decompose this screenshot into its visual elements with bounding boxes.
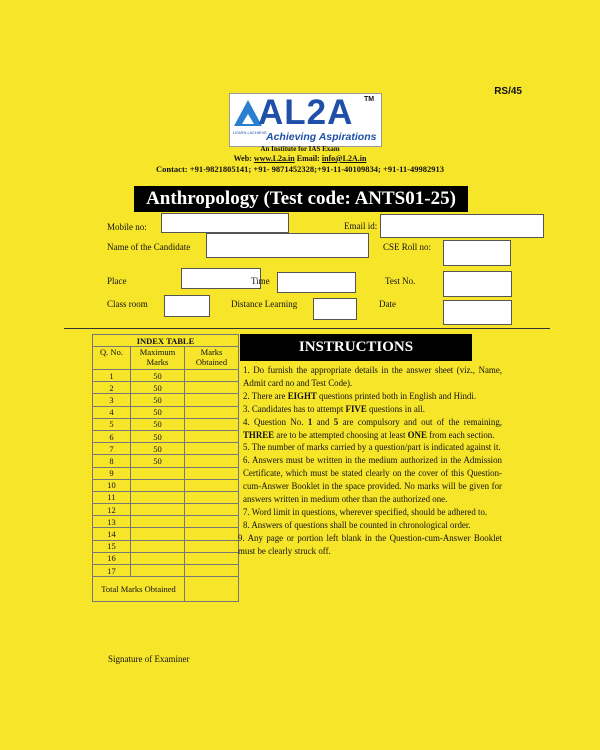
distance-learning-field[interactable] [313,298,357,320]
email-id-label: Email id: [344,221,378,231]
instruction-item: 6. Answers must be written in the medium authorized in the Admission Certificate, which must be stated clearly on the cover of this Question-cum-Answer Booklet in the space provided. No marks will be given for answers written in medium other than the authorized one. [243,455,502,505]
institute-line: An Institute for IAS Exam [260,145,340,153]
instruction-item: 7. Word limit in questions, wherever specified, should be adhered to. [243,506,488,517]
marks-obtained-cell[interactable] [185,504,239,516]
table-row [93,540,239,552]
examiner-signature-label: Signature of Examiner [108,654,190,664]
qno-cell: 7 [93,443,131,455]
class-room-label: Class room [107,299,148,309]
max-marks-cell: 50 [131,443,185,455]
max-marks-cell: 50 [131,394,185,406]
marks-obtained-cell[interactable] [185,528,239,540]
instruction-item: 5. The number of marks carried by a question/part is indicated against it. [243,442,501,453]
marks-obtained-cell[interactable] [185,565,239,577]
marks-obtained-cell[interactable] [185,467,239,479]
marks-obtained-cell[interactable] [185,382,239,394]
website-link[interactable]: www.L2a.in [253,154,295,163]
candidate-name-label: Name of the Candidate [107,242,191,252]
qno-cell: 8 [93,455,131,467]
max-marks-cell [131,467,185,479]
table-row [93,504,239,516]
table-row [93,467,239,479]
col-header-qno: Q. No. [93,347,131,370]
table-row [93,565,239,577]
max-marks-cell [131,552,185,564]
instruction-item: 8. Answers of questions shall be counted in chronological order. [243,519,471,530]
marks-obtained-cell[interactable] [185,552,239,564]
max-marks-cell: 50 [131,406,185,418]
col-header-max-marks: Maximum Marks [131,347,185,370]
marks-obtained-cell[interactable] [185,430,239,442]
divider [64,328,550,329]
mobile-label: Mobile no: [107,222,147,232]
place-label: Place [107,276,127,286]
qno-cell: 9 [93,467,131,479]
qno-cell: 4 [93,406,131,418]
time-field[interactable] [277,272,356,293]
test-no-label: Test No. [385,276,416,286]
max-marks-cell: 50 [131,382,185,394]
qno-cell: 12 [93,504,131,516]
table-row [93,370,239,382]
test-title: Anthropology (Test code: ANTS01-25) [134,186,468,212]
table-row [93,516,239,528]
col-header-marks-obtained: Marks Obtained [185,347,239,370]
max-marks-cell [131,516,185,528]
qno-cell: 15 [93,540,131,552]
qno-cell: 2 [93,382,131,394]
index-table-caption: INDEX TABLE [93,335,239,347]
date-label: Date [379,299,396,309]
test-no-field[interactable] [443,271,512,297]
table-row [93,394,239,406]
qno-cell: 16 [93,552,131,564]
instruction-item: 4. Question No. 1 and 5 are compulsory and out of the remaining, THREE are to be attempted choosing at least ONE from each section. [243,416,502,440]
max-marks-cell: 50 [131,430,185,442]
marks-obtained-cell[interactable] [185,516,239,528]
table-row [93,382,239,394]
marks-obtained-cell[interactable] [185,370,239,382]
index-table-body [93,370,239,577]
marks-obtained-cell[interactable] [185,491,239,503]
time-label: Time [251,276,270,286]
max-marks-cell [131,528,185,540]
max-marks-cell [131,479,185,491]
total-marks-cell[interactable] [185,577,239,602]
max-marks-cell [131,565,185,577]
web-line [0,154,600,163]
marks-obtained-cell[interactable] [185,540,239,552]
instruction-item: 1. Do furnish the appropriate details in the answer sheet (viz., Name, Admit card no and Test Code). [243,365,502,388]
page-code: RS/45 [494,86,522,97]
place-field[interactable] [181,268,261,289]
instructions-list [238,364,502,558]
qno-cell: 10 [93,479,131,491]
marks-obtained-cell[interactable] [185,394,239,406]
instruction-item: 2. There are EIGHT questions printed both in English and Hindi. [243,390,477,401]
table-row [93,418,239,430]
instruction-item: 3. Candidates has to attempt FIVE questions in all. [243,403,425,414]
date-field[interactable] [443,300,512,325]
class-room-field[interactable] [164,295,210,317]
table-row [93,443,239,455]
candidate-name-field[interactable] [206,233,369,258]
max-marks-cell: 50 [131,418,185,430]
table-row [93,406,239,418]
marks-obtained-cell[interactable] [185,418,239,430]
contact-line: Contact: +91-9821805141; +91- 9871452328;+91-11-40109834; +91-11-49982913 [155,164,445,174]
total-marks-label: Total Marks Obtained [93,577,185,602]
qno-cell: 17 [93,565,131,577]
max-marks-cell: 50 [131,370,185,382]
logo-text: AL2A [258,93,354,132]
qno-cell: 6 [93,430,131,442]
email-link[interactable]: info@L2A.in [321,154,367,163]
roll-no-field[interactable] [443,240,511,266]
qno-cell: 3 [93,394,131,406]
instruction-item: 9. Any page or portion left blank in the Question-cum-Answer Booklet must be clearly struck off. [238,532,502,556]
table-row [93,552,239,564]
qno-cell: 1 [93,370,131,382]
distance-learning-label: Distance Learning [231,299,298,309]
qno-cell: 13 [93,516,131,528]
table-row [93,528,239,540]
email-field[interactable] [380,214,544,238]
qno-cell: 11 [93,491,131,503]
email-label: Email: [296,154,320,163]
table-row [93,430,239,442]
table-row [93,479,239,491]
web-label: Web: [233,154,252,163]
table-row [93,455,239,467]
qno-cell: 14 [93,528,131,540]
logo-triangle-inner [242,114,254,124]
marks-obtained-cell[interactable] [185,443,239,455]
al2a-logo [229,93,382,147]
mobile-field[interactable] [161,213,289,233]
logo-tagline: Achieving Aspirations [266,131,377,143]
max-marks-cell: 50 [131,455,185,467]
logo-trademark: TM [364,96,375,103]
max-marks-cell [131,491,185,503]
marks-obtained-cell[interactable] [185,455,239,467]
marks-obtained-cell[interactable] [185,479,239,491]
max-marks-cell [131,540,185,552]
index-table [92,334,239,602]
qno-cell: 5 [93,418,131,430]
logo-learn-achieve: LEARN | ACHIEVE [233,130,267,135]
max-marks-cell [131,504,185,516]
marks-obtained-cell[interactable] [185,406,239,418]
table-row [93,491,239,503]
roll-no-label: CSE Roll no: [383,242,432,252]
instructions-heading: INSTRUCTIONS [240,334,472,361]
